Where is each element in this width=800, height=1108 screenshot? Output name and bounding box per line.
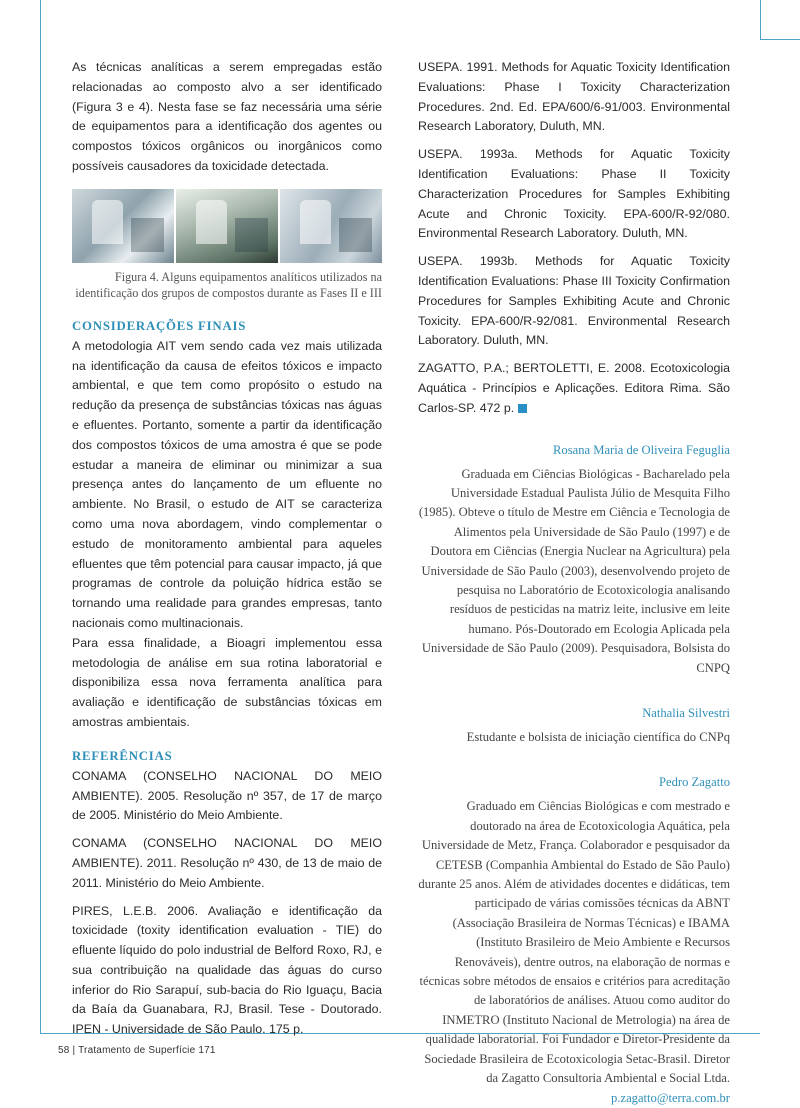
considerations-paragraph-2: Para essa finalidade, a Bioagri implementou essa metodologia de análise em sua rotina laboratorial e disponibiliza essa nova ferramenta analítica para avaliação e identificação de substâncias tóxicas em amostras ambientais.: [72, 635, 382, 729]
page-footer: 58 | Tratamento de Superfície 171: [58, 1045, 216, 1056]
author-bio-text: Graduada em Ciências Biológicas - Bacharelado pela Universidade Estadual Paulista Júlio de Mesquita Filho (1985). Obteve o título de Mestre em Ciência e Tecnologia de Alimentos pela Universidade de São Paulo (1997) e de Doutora em Ciências (Energia Nuclear na Agricultura) pela Universidade de São Paulo (2003), desenvolvendo projeto de pesquisa no Laboratório de Ecotoxicologia analisando resíduos de pesticidas na matriz leite, inclusive em leite humano. Pós-Doutorado em Ecologia Aplicada pela Universidade de São Paulo (2009). Pesquisadora, Bolsista do CNPQ: [418, 466, 730, 675]
page-frame-corner: [760, 0, 800, 40]
author-bio-text: Estudante e bolsista de iniciação científica do CNPq: [466, 730, 730, 745]
end-of-article-square-icon: [518, 404, 527, 413]
reference-item-last: [418, 359, 730, 418]
references-heading: REFERÊNCIAS: [72, 748, 173, 763]
lab-photo-panel-1: [72, 189, 174, 263]
author-name: Pedro Zagatto: [659, 775, 730, 790]
author-bio-1: [418, 441, 730, 678]
author-email-link[interactable]: p.zagatto@terra.com.br: [611, 1090, 730, 1105]
reference-text: ZAGATTO, P.A.; BERTOLETTI, E. 2008. Ecotoxicologia Aquática - Princípios e Aplicações. Editora Rima. São Carlos-SP. 472 p.: [418, 361, 730, 415]
left-column: [72, 58, 382, 1048]
considerations-heading: CONSIDERAÇÕES FINAIS: [72, 318, 247, 333]
page-frame-left-rule: [40, 0, 41, 1033]
right-column: [418, 58, 730, 1108]
figure-4-photo: [72, 189, 382, 263]
figure-4-caption: Figura 4. Alguns equipamentos analíticos utilizados na identificação dos grupos de compostos durante as Fases II e III: [75, 269, 382, 301]
reference-item: USEPA. 1993a. Methods for Aquatic Toxicity Identification Evaluations: Phase II Toxicity Characterization Procedures for Samples Exhibiting Acute and Chronic Toxicity. EPA-600/R-92/080. Environmental Research Laboratory. Duluth, MN.: [418, 147, 730, 241]
reference-item: CONAMA (CONSELHO NACIONAL DO MEIO AMBIENTE). 2005. Resolução nº 357, de 17 de março de 2005. Ministério do Meio Ambiente.: [72, 768, 382, 823]
author-name: Nathalia Silvestri: [642, 706, 730, 721]
author-bio-2: [418, 704, 730, 747]
reference-item: PIRES, L.E.B. 2006. Avaliação e identificação da toxicidade (toxity identification evaluation - TIE) do efluente líquido do polo industrial de Belford Roxo, RJ, e sua contribuição na qualidade das águas do curso inferior do Rio Sarapuí, sub-bacia do Rio Iguaçu, Bacia da Baía da Guanabara, RJ, Brasil. Tese - Doutorado. IPEN - Universidade de São Paulo. 175 p.: [72, 903, 382, 1037]
author-name: Rosana Maria de Oliveira Feguglia: [553, 442, 730, 457]
lab-photo-panel-2: [176, 189, 278, 263]
reference-item: USEPA. 1991. Methods for Aquatic Toxicity Identification Evaluations: Phase I Toxicity Characterization Procedures. 2nd. Ed. EPA/600/6-91/003. Environmental Research Laboratory, Duluth, MN.: [418, 60, 730, 134]
reference-item: USEPA. 1993b. Methods for Aquatic Toxicity Identification Evaluations: Phase III Toxicity Confirmation Procedures for Samples Exhibiting Acute and Chronic Toxicity. EPA-600/R-92/081. Environmental Research Laboratory. Duluth, MN.: [418, 254, 730, 348]
author-bio-3: [418, 773, 730, 1108]
considerations-paragraph-1: A metodologia AIT vem sendo cada vez mais utilizada na identificação da causa de efeitos tóxicos e impacto ambiental, e que tem como propósito o estudo na redução da presença de substâncias tóxicas nas águas e efluentes. Portanto, somente a partir da identificação dos compostos tóxicos de uma amostra é que se pode estudar a maneira de eliminar ou minimizar a sua presença antes do lançamento de um efluente no ambiente. No Brasil, o estudo de AIT se caracteriza como uma nova abordagem, vindo complementar o estudo de monitoramento ambiental para aqueles efluentes que têm potencial para causar impacto, já que programas de controle da poluição hídrica estão se tornando uma realidade para grandes empresas, tanto nacionais como multinacionais.: [72, 338, 382, 630]
reference-item: CONAMA (CONSELHO NACIONAL DO MEIO AMBIENTE). 2011. Resolução nº 430, de 13 de maio de 2011. Ministério do Meio Ambiente.: [72, 836, 382, 890]
lab-photo-panel-3: [280, 189, 382, 263]
intro-paragraph: As técnicas analíticas a serem empregadas estão relacionadas ao composto alvo a ser identificado (Figura 3 e 4). Nesta fase se faz necessária uma série de equipamentos para a identificação dos agentes ou compostos tóxicos orgânicos ou inorgânicos como possíveis causadores da toxicidade detectada.: [72, 60, 382, 173]
author-bio-text: Graduado em Ciências Biológicas e com mestrado e doutorado na área de Ecotoxicologia Aquática, pela Universidade de Metz, França. Colaborador e pesquisador da CETESB (Companhia Ambiental do Estado de São Paulo) durante 25 anos. Além de atividades docentes e didáticas, tem participado de várias comissões técnicas da ABNT (Associação Brasileira de Normas Técnicas) e IBAMA (Instituto Brasileiro de Meio Ambiente e Recursos Renováveis), dentre outros, na elaboração de normas e técnicas sobre métodos de ensaios e critérios para acreditação de laboratórios de análises. Atuou como auditor do INMETRO (Instituto Nacional de Metrologia) na área de qualidade laboratorial. Foi Fundador e Diretor-Presidente da Sociedade Brasileira de Ecotoxicologia Setac-Brasil. Diretor da Zagatto Consultoria Ambiental e Social Ltda.: [418, 799, 730, 1086]
